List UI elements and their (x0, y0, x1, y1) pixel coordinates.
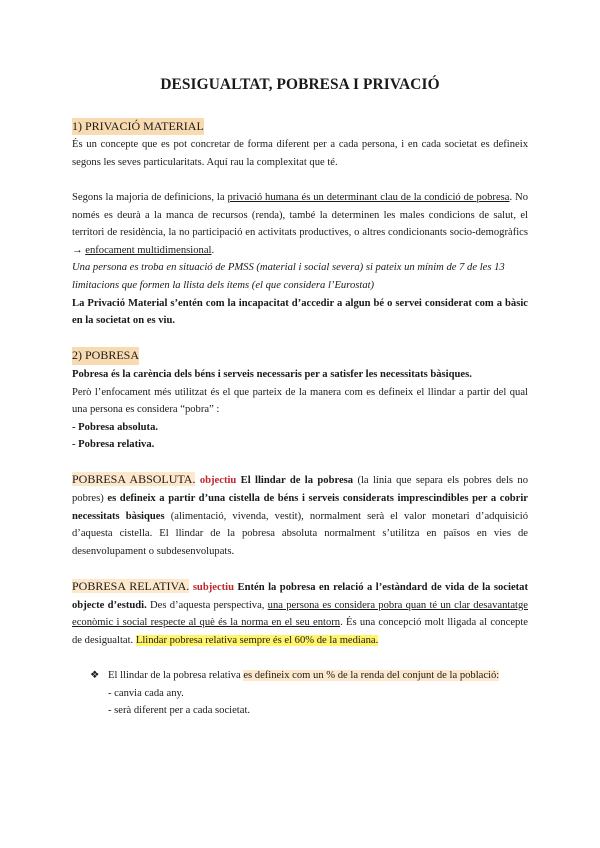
list-item: - Pobresa absoluta. (72, 421, 159, 433)
bold-definition-pobresa: Pobresa és la carència dels béns i serveis necessaris per a satisfer les necessitats bàsiques. (72, 368, 472, 380)
tag-objectiu: objectiu (199, 475, 237, 487)
section-pobresa-absoluta (72, 471, 528, 560)
text-fragment: (la línia que separa els pobres dels no pobres) (72, 475, 529, 505)
bold-text: es defineix a partir d’una cistella de béns i serveis considerats imprescindibles per a cobrir necessitats bàsiques (72, 493, 528, 522)
heading-pobresa-absoluta: POBRESA ABSOLUTA. (72, 472, 196, 487)
document-page (72, 76, 528, 720)
section-heading-privacio-material: 1) PRIVACIÓ MATERIAL (72, 118, 204, 136)
bold-text: El llindar de la pobresa (236, 475, 354, 487)
text-fragment: . És una concepció molt lligada al concepte de desigualtat. (72, 617, 528, 646)
text-fragment: . (211, 244, 215, 256)
italic-note-pmss: Una persona es troba en situació de PMSS (material i social severa) si pateix un mínim de 7 de les 13 limitacions que formen la llista dels ítems (el que considera l’Eurostat) (72, 262, 505, 291)
section-pobresa (72, 347, 528, 454)
heading-pobresa-relativa: POBRESA RELATIVA. (72, 579, 190, 594)
highlighted-text: es defineix com un % de la renda del conjunt de la població: (243, 670, 500, 681)
section-pobresa-relativa (72, 578, 528, 649)
text-fragment: El llindar de la pobresa relativa (108, 670, 244, 681)
paragraph-enfocament: Però l’enfocament més utilitzat és el que parteix de la manera com es defineix el llindar a partir del qual una persona es considera “pobra” : (72, 386, 528, 416)
diamond-bullet-icon: ❖ (90, 670, 100, 681)
underlined-text: enfocament multidimensional (85, 244, 212, 256)
text-fragment: (alimentació, vivenda, vestit), normalment serà el valor monetari d’adquisició d’aquesta cistella. El llindar de la pobresa absoluta normalment s’utilitza en països en vies de desenvolupament o subdesenvolupats. (72, 510, 528, 557)
section-heading-pobresa: 2) POBRESA (72, 347, 139, 365)
paragraph-concepte: És un concepte que es pot concretar de forma diferent per a cada persona, i en cada societat es defineix segons les seves particularitats. Aquí rau la complexitat que té. (72, 139, 528, 168)
paragraph-definicions (72, 189, 528, 259)
highlighted-text: Llindar pobresa relativa sempre és el 60% de la mediana. (135, 634, 379, 646)
text-fragment: . No només es deurà a la manca de recursos (renda), també la determinen les males condicions de salut, el territori de residència, la no participació en activitats productives, o altres condicionants socio-demogràfics → (72, 191, 529, 256)
sub-item: - canvia cada any. (108, 687, 184, 699)
tag-subjectiu: subjectiu (192, 582, 235, 594)
bold-definition-privacio: La Privació Material s’entén com la incapacitat d’accedir a algun bé o servei considerat com a bàsic en la societat on es viu. (72, 297, 528, 327)
underlined-text: una persona es considera pobra quan té un clar desavantatge econòmic i social respecte al què és la norma en el seu entorn (72, 599, 528, 629)
bold-text: Entén la pobresa en relació a l’estàndard de vida de la societat objecte d’estudi. (72, 582, 528, 611)
text-fragment: Des d’aquesta perspectiva, (146, 599, 268, 611)
text-fragment: Segons la majoria de definicions, la (72, 191, 228, 203)
document-title: DESIGUALTAT, POBRESA I PRIVACIÓ (160, 76, 440, 93)
list-item: - Pobresa relativa. (72, 439, 155, 451)
bullet-llindar (72, 667, 528, 685)
section-privacio-material (72, 118, 528, 330)
sub-item: - serà diferent per a cada societat. (108, 705, 251, 717)
underlined-text: privació humana és un determinant clau de la condició de pobresa (227, 191, 510, 203)
